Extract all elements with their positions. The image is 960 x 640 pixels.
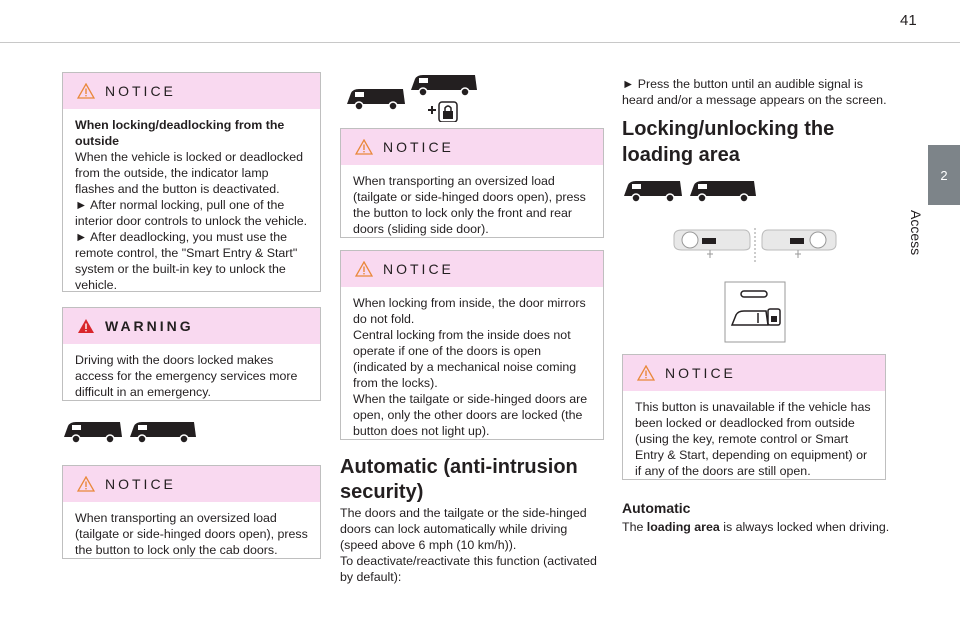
subheading-automatic: Automatic xyxy=(622,500,691,516)
notice-title: NOTICE xyxy=(383,139,454,155)
van-long-icon xyxy=(690,181,756,202)
notice-icon xyxy=(637,365,655,381)
notice-box-locking-inside xyxy=(340,250,604,440)
warning-text: Driving with the doors locked makes access for the emergency services more difficult in an emergency. xyxy=(75,353,298,399)
notice-box-locking-outside xyxy=(62,72,321,292)
notice-line: When the tailgate or side-hinged doors are open, only the other doors are locked (the button does not light up). xyxy=(353,392,588,438)
notice-heading: When locking/deadlocking from the outside xyxy=(75,118,285,148)
notice-header xyxy=(341,251,603,287)
automatic-text xyxy=(622,519,892,535)
notice-icon xyxy=(355,261,373,277)
automatic-text-bold: loading area xyxy=(646,520,720,534)
van-pair-illustration xyxy=(622,176,762,206)
section-label: Access xyxy=(908,210,924,256)
notice-box-button-unavailable xyxy=(622,354,886,480)
dashboard-right-icon xyxy=(762,230,836,258)
van-short-icon xyxy=(624,181,682,202)
notice-header xyxy=(63,73,320,109)
automatic-text-prefix: The xyxy=(622,520,647,534)
warning-box xyxy=(62,307,321,401)
dashboard-left-icon xyxy=(674,230,750,258)
notice-icon xyxy=(77,83,95,99)
automatic-text-suffix: is always locked when driving. xyxy=(719,520,890,534)
notice-text: When transporting an oversized load (tailgate or side-hinged doors open), press the button to lock only the cab doors. xyxy=(75,511,308,557)
van-long-icon xyxy=(130,422,196,443)
notice-line: When the vehicle is locked or deadlocked from the outside, the indicator lamp flashes and the button is deactivated. xyxy=(75,150,303,196)
notice-header xyxy=(63,466,320,502)
paragraph: The doors and the tailgate or the side-hinged doors can lock automatically while driving (speed above 6 mph (10 km/h)). xyxy=(340,506,587,552)
notice-line: Central locking from the inside does not operate if one of the doors is open (indicated by a mechanical noise coming from the locks). xyxy=(353,328,577,390)
plus-padlock-icon xyxy=(428,102,457,122)
notice-line: ► After normal locking, pull one of the interior door controls to unlock the vehicle. xyxy=(75,198,308,228)
van-short-icon xyxy=(347,89,405,110)
page-number: 41 xyxy=(900,12,917,29)
notice-line: ► After deadlocking, you must use the remote control, the "Smart Entry & Start" system or the built-in key to unlock the vehicle. xyxy=(75,230,298,292)
notice-line: When locking from inside, the door mirrors do not fold. xyxy=(353,296,586,326)
notice-icon xyxy=(355,139,373,155)
vans-with-padlock-illustration xyxy=(345,70,480,122)
notice-header xyxy=(341,129,603,165)
van-pair-illustration xyxy=(62,417,202,447)
notice-box-front-rear-doors xyxy=(340,128,604,238)
notice-text: When transporting an oversized load (tailgate or side-hinged doors open), press the button to lock only the front and rear doors (sliding side door). xyxy=(353,174,586,236)
loading-area-lock-button-icon xyxy=(724,281,786,343)
notice-header xyxy=(623,355,885,391)
press-button-instruction: ► Press the button until an audible signal is heard and/or a message appears on the screen. xyxy=(622,77,887,107)
van-short-icon xyxy=(64,422,122,443)
warning-header xyxy=(63,308,320,344)
notice-title: NOTICE xyxy=(105,83,176,99)
dashboard-button-location-illustration xyxy=(672,224,838,266)
paragraph: To deactivate/reactivate this function (activated by default): xyxy=(340,554,597,584)
notice-title: NOTICE xyxy=(665,365,736,381)
anti-intrusion-text xyxy=(340,505,605,585)
section-tab[interactable]: 2 xyxy=(928,145,960,205)
van-long-icon xyxy=(411,75,477,96)
section-heading-anti-intrusion: Automatic (anti-intrusion security) xyxy=(340,456,578,503)
notice-title: NOTICE xyxy=(383,261,454,277)
notice-icon xyxy=(77,476,95,492)
header-rule xyxy=(0,42,960,43)
section-heading-loading-area: Locking/unlocking the loading area xyxy=(622,118,835,166)
notice-title: NOTICE xyxy=(105,476,176,492)
notice-text: This button is unavailable if the vehicle has been locked or deadlocked from outside (using the key, remote control or Smart Entry & Start, depending on equipment) or if any of the doors are still open. xyxy=(635,400,871,478)
warning-title: WARNING xyxy=(105,318,194,334)
notice-box-cab-doors xyxy=(62,465,321,559)
warning-icon xyxy=(77,318,95,334)
